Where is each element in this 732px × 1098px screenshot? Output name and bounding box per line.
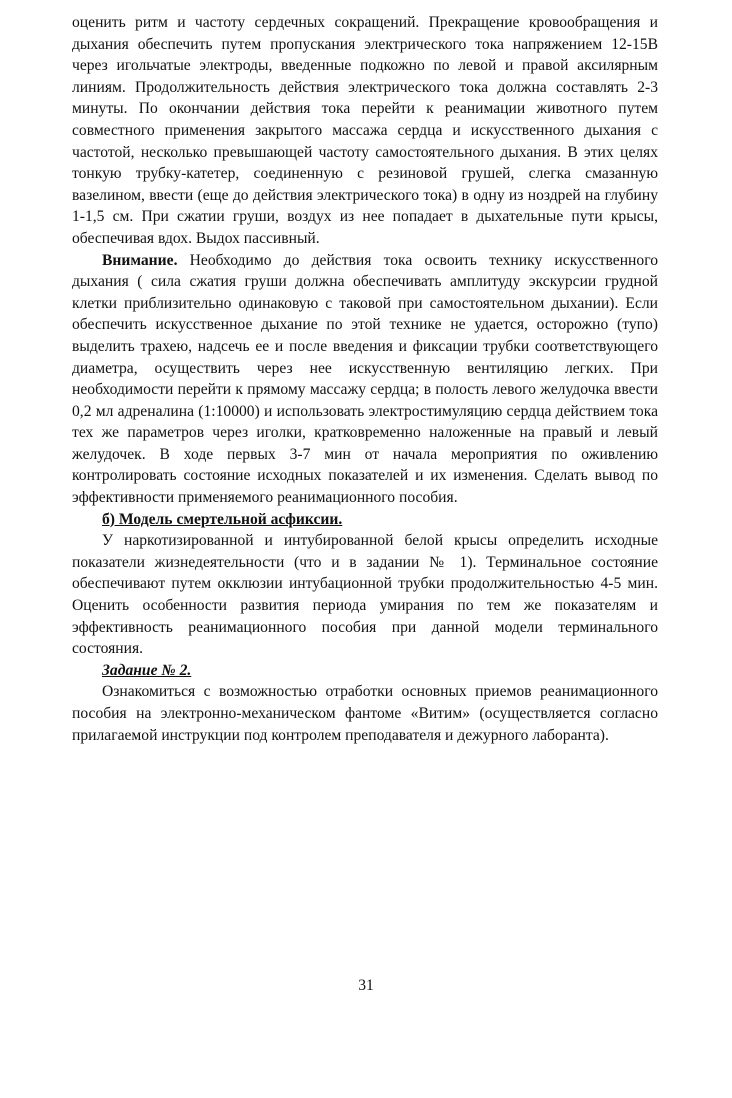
- page-body: [72, 12, 658, 746]
- task-heading: Задание № 2.: [102, 661, 192, 679]
- page-number: 31: [358, 977, 374, 994]
- paragraph-attention: [72, 250, 658, 509]
- attention-text: Необходимо до действия тока освоить технику искусственного дыхания ( сила сжатия груши должна обеспечивать амплитуду экскурсии грудной клетки приблизительно одинаковую с таковой при самостоятельном дыхании). Если обеспечить искусственное дыхание по этой технике не удается, осторожно (тупо) выделить трахею, надсечь ее и после введения и фиксации трубки соответствующего диаметра, осуществить через нее искусственную вентиляцию легких. При необходимости перейти к прямому массажу сердца; в полость левого желудочка ввести 0,2 мл адреналина (1:10000) и использовать электростимуляцию сердца действием тока тех же параметров через иголки, кратковременно наложенные на правый и левый желудочек. В ходе первых 3-7 мин от начала мероприятия по оживлению контролировать состояние исходных показателей и их изменения. Сделать вывод по эффективности применяемого реанимационного пособия.: [72, 251, 658, 507]
- attention-label: Внимание.: [102, 251, 178, 269]
- paragraph-resuscitation-procedure: оценить ритм и частоту сердечных сокращений. Прекращение кровообращения и дыхания обеспечить путем пропускания электрического тока напряжением 12-15В через игольчатые электроды, введенные подкожно по левой и правой аксилярным линиям. Продолжительность действия электрического тока должна составлять 2-3 минуты. По окончании действия тока перейти к реанимации животного путем совместного применения закрытого массажа сердца и искусственного дыхания с частотой, несколько превышающей частоту самостоятельного дыхания. В этих целях тонкую трубку-катетер, соединенную с резиновой грушей, слегка смазанную вазелином, ввести (еще до действия электрического тока) в одну из ноздрей на глубину 1-1,5 см. При сжатии груши, воздух из нее попадает в дыхательные пути крысы, обеспечивая вдох. Выдох пассивный.: [72, 14, 658, 247]
- paragraph-phantom-training: Ознакомиться с возможностью отработки основных приемов реанимационного пособия на электронно-механическом фантоме «Витим» (осуществляется согласно прилагаемой инструкции под контролем преподавателя и дежурного лаборанта).: [72, 683, 658, 744]
- section-heading-asphyxia: б) Модель смертельной асфиксии.: [102, 510, 343, 528]
- paragraph-asphyxia-model: У наркотизированной и интубированной белой крысы определить исходные показатели жизнедеятельности (что и в задании № 1). Терминальное состояние обеспечивают путем окклюзии интубационной трубки продолжительностью 4-5 мин. Оценить особенности развития периода умирания по тем же показателям и эффективность реанимационного пособия при данной модели терминального состояния.: [72, 532, 658, 658]
